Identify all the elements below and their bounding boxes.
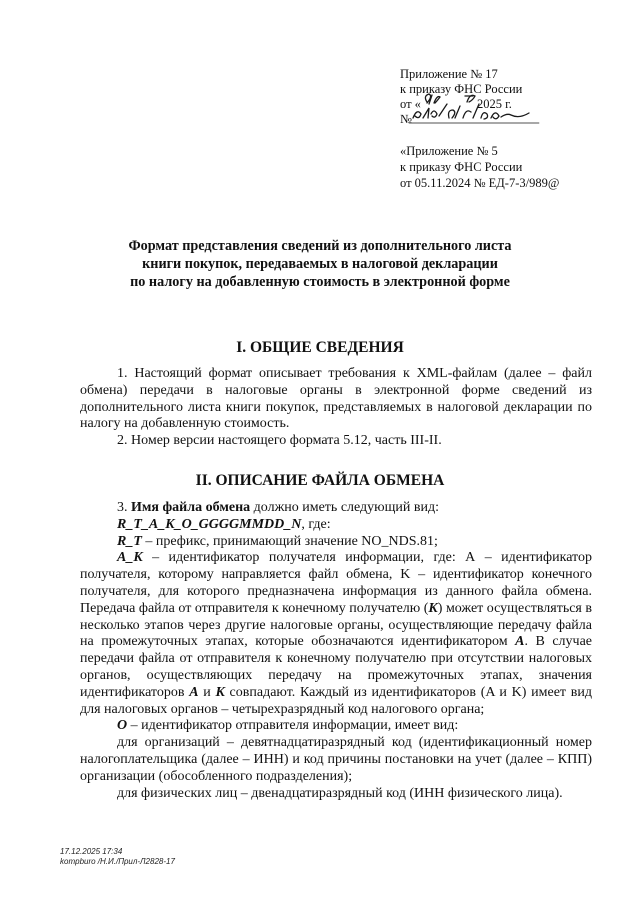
definition-rt: R_T – префикс, принимающий значение NO_NDS.81; [117,533,438,549]
paragraph-1: 1. Настоящий формат описывает требования к XML-файлам (далее – файл обмена) передачи в налоговые органы в электронной форме сведений из дополнительного листа книги покупок, представляемых в налоговой декларации по налогу на добавленную стоимость. [80,366,592,432]
doc-title-line3: по налогу на добавленную стоимость в электронной форме [130,274,510,290]
section-2-heading: II. ОПИСАНИЕ ФАЙЛА ОБМЕНА [195,472,445,489]
paragraph-3: 3. Имя файла обмена должно иметь следующий вид: [117,500,440,515]
footer-timestamp: 17.12.2025 17:34 [60,847,123,856]
section-1-body [80,366,592,450]
file-name-pattern: R_T_A_K_O_GGGGMMDD_N, где: [117,516,331,532]
definition-o: O – идентификатор отправителя информации, имеет вид: [117,718,459,734]
header-line-number: № [400,112,412,126]
definition-fl: для физических лиц – двенадцатиразрядный код (ИНН физического лица). [117,785,563,801]
header-line-appendix: Приложение № 17 [400,67,498,81]
header-line-appendix5: «Приложение № 5 [400,144,498,158]
section-2-body [80,500,592,802]
definition-ak: A_K – идентификатор получателя информации, где: А – идентификатор получателя, которому направляется файл обмена, K – идентификатор конечного получателя, для которого предназначена информация из данного файла обмена. Передача файла от отправителя к конечному получателю (K) может осуществляться в несколько этапов через другие налоговые органы, осуществляющие передачу файла на промежуточных этапах, которые обозначаются идентификатором А. В случае передачи файла от отправителя к конечному получателю при отсутствии налоговых органов, осуществляющих передачу на промежуточных этапах, значения идентификаторов А и K совпадают. Каждый из идентификаторов (A и K) имеет вид для налоговых органов – четырехразрядный код налогового органа; [80,550,592,717]
header-line-order: к приказу ФНС России [400,82,523,96]
definition-org: для организаций – девятнадцатиразрядный код (идентификационный номер налогоплательщика (далее – ИНН) и код причины постановки на учет (далее – КПП) организации (обособленного подразделения); [80,735,592,784]
section-1-heading: I. ОБЩИЕ СВЕДЕНИЯ [236,339,404,356]
doc-title-line1: Формат представления сведений из дополнительного листа [128,238,512,254]
header-line-date: от « 2025 г. [400,97,512,111]
header-line-date2: от 05.11.2024 № ЕД-7-3/989@ [400,176,560,190]
handwritten-date-signature [405,92,545,128]
footer-file-id: kompburo /Н.И./Прил-Л2828-17 [60,857,175,866]
doc-title-line2: книги покупок, передаваемых в налоговой декларации [142,256,498,272]
paragraph-2: 2. Номер версии настоящего формата 5.12, часть III-II. [117,433,442,449]
header-line-order2: к приказу ФНС России [400,160,523,174]
